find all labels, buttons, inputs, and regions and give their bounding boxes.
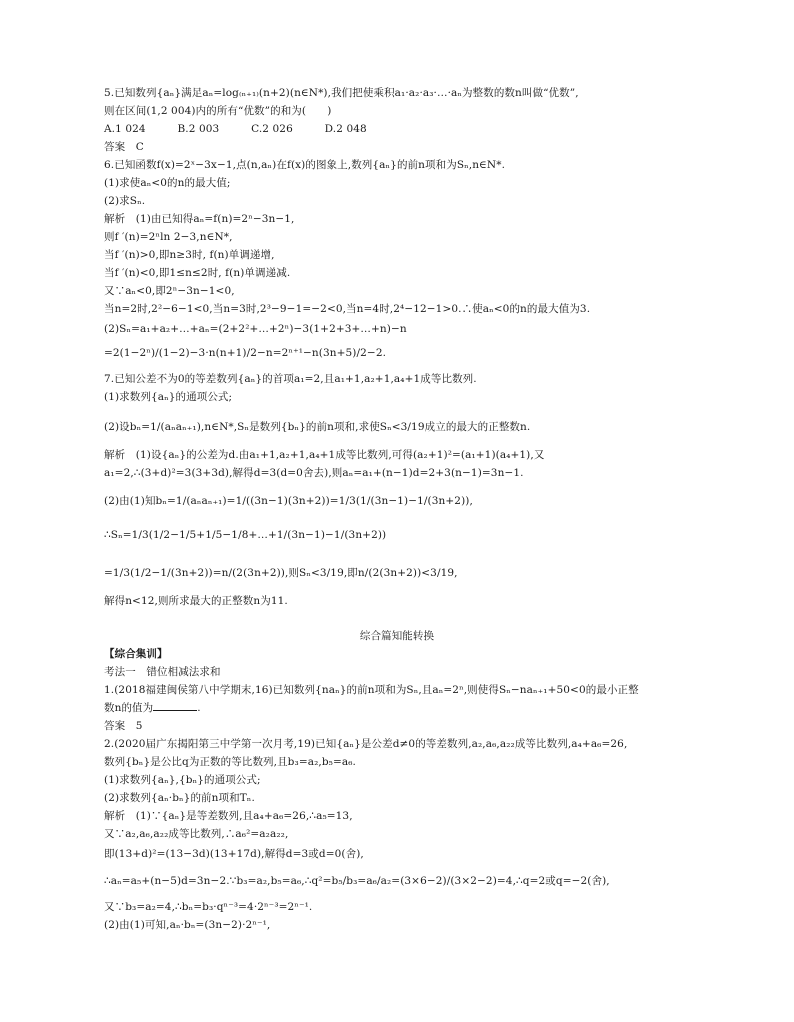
problem-5-options: A.1 024 B.2 003 C.2 026 D.2 048 [104,123,367,135]
problem-6-solution-7: (2)Sₙ=a₁+a₂+…+aₙ=(2+2²+…+2ⁿ)−3(1+2+3+…+n)−n [104,323,407,335]
problem-6-solution-3: 当f ′(n)>0,即n≥3时, f(n)单调递增, [104,249,275,261]
exercise-2-line-2: 数列{bₙ}是公比q为正数的等比数列,且b₃=a₂,b₅=a₆. [104,756,356,768]
problem-7-part-1: (1)求数列{aₙ}的通项公式; [104,391,233,403]
problem-6-part-2: (2)求Sₙ. [104,195,146,207]
problem-7-line-1: 7.已知公差不为0的等差数列{aₙ}的首项a₁=2,且a₁+1,a₂+1,a₄+1成等比数列. [104,373,477,385]
exercise-2-part-1: (1)求数列{aₙ},{bₙ}的通项公式; [104,774,261,786]
exercise-2-solution-1: 解析 (1)∵{aₙ}是等差数列,且a₄+a₆=26,∴a₅=13, [104,810,353,822]
problem-7-part-2: (2)设bₙ=1/(aₙaₙ₊₁),n∈N*,Sₙ是数列{bₙ}的前n项和,求使Sₙ<3/19成立的最大的正整数n. [104,421,531,433]
problem-6-line-1: 6.已知函数f(x)=2ˣ−3x−1,点(n,aₙ)在f(x)的图象上,数列{aₙ}的前n项和为Sₙ,n∈N*. [104,159,506,171]
subsection-title: 【综合集训】 [104,648,168,660]
exercise-1-line-2: 数n的值为 . [104,702,201,714]
problem-6-solution-1: 解析 (1)由已知得aₙ=f(n)=2ⁿ−3n−1, [104,213,295,225]
problem-5-answer: 答案 C [104,141,144,153]
exercise-1-line-2-text: 数n的值为 [104,702,154,714]
problem-7-solution-6: 解得n<12,则所求最大的正整数n为11. [104,595,288,607]
problem-6-part-1: (1)求使aₙ<0的n的最大值; [104,177,231,189]
exercise-1-answer: 答案 5 [104,720,143,732]
method-title: 考法一 错位相减法求和 [104,666,221,678]
exercise-2-solution-6: (2)由(1)可知,aₙ·bₙ=(3n−2)·2ⁿ⁻¹, [104,919,271,931]
problem-7-solution-3: (2)由(1)知bₙ=1/(aₙaₙ₊₁)=1/((3n−1)(3n+2))=1/3(1/(3n−1)−1/(3n+2)), [104,495,473,507]
exercise-2-solution-4: ∴aₙ=a₅+(n−5)d=3n−2.∵b₃=a₂,b₅=a₆,∴q²=b₅/b₃=a₆/a₂=(3×6−2)/(3×2−2)=4,∴q=2或q=−2(舍), [104,875,610,887]
answer-blank [153,710,197,711]
exercise-2-part-2: (2)求数列{aₙ·bₙ}的前n项和Tₙ. [104,792,255,804]
problem-7-solution-1: 解析 (1)设{aₙ}的公差为d.由a₁+1,a₂+1,a₄+1成等比数列,可得(a₂+1)²=(a₁+1)(a₄+1),又 [104,449,545,461]
problem-6-solution-5: 又∵aₙ<0,即2ⁿ−3n−1<0, [104,285,235,297]
exercise-1-line-1: 1.(2018福建闽侯第八中学期末,16)已知数列{naₙ}的前n项和为Sₙ,且aₙ=2ⁿ,则使得Sₙ−naₙ₊₁+50<0的最小正整 [104,684,639,696]
exercise-2-line-1: 2.(2020届广东揭阳第三中学第一次月考,19)已知{aₙ}是公差d≠0的等差数列,a₂,a₆,a₂₂成等比数列,a₄+a₆=26, [104,738,628,750]
problem-6-solution-4: 当f ′(n)<0,即1≤n≤2时, f(n)单调递减. [104,267,291,279]
section-title: 综合篇知能转换 [359,630,435,642]
problem-5-line-1: 5.已知数列{aₙ}满足aₙ=log₍ₙ₊₁₎(n+2)(n∈N*),我们把使乘积a₁·a₂·a₃·…·aₙ为整数的数n叫做“优数”, [104,87,579,99]
problem-6-solution-6: 当n=2时,2²−6−1<0,当n=3时,2³−9−1=−2<0,当n=4时,2⁴−12−1>0.∴使aₙ<0的n的最大值为3. [104,303,591,315]
exercise-2-solution-2: 又∵a₂,a₆,a₂₂成等比数列,∴a₆²=a₂a₂₂, [104,828,289,840]
problem-7-solution-4: ∴Sₙ=1/3(1/2−1/5+1/5−1/8+…+1/(3n−1)−1/(3n+2)) [104,529,387,541]
problem-7-solution-2: a₁=2,∴(3+d)²=3(3+3d),解得d=3(d=0舍去),则aₙ=a₁+(n−1)d=2+3(n−1)=3n−1. [104,467,524,479]
problem-7-solution-5: =1/3(1/2−1/(3n+2))=n/(2(3n+2)),则Sₙ<3/19,即n/(2(3n+2))<3/19, [104,567,458,579]
problem-6-solution-8: =2(1−2ⁿ)/(1−2)−3·n(n+1)/2−n=2ⁿ⁺¹−n(3n+5)/2−2. [104,347,387,359]
problem-6-solution-2: 则f ′(n)=2ⁿln 2−3,n∈N*, [104,231,233,243]
exercise-2-solution-5: 又∵b₃=a₂=4,∴bₙ=b₃·qⁿ⁻³=4·2ⁿ⁻³=2ⁿ⁻¹. [104,901,313,913]
problem-5-line-2: 则在区间(1,2 004)内的所有“优数”的和为( ) [104,105,332,117]
exercise-2-solution-3: 即(13+d)²=(13−3d)(13+17d),解得d=3或d=0(舍), [104,848,364,860]
